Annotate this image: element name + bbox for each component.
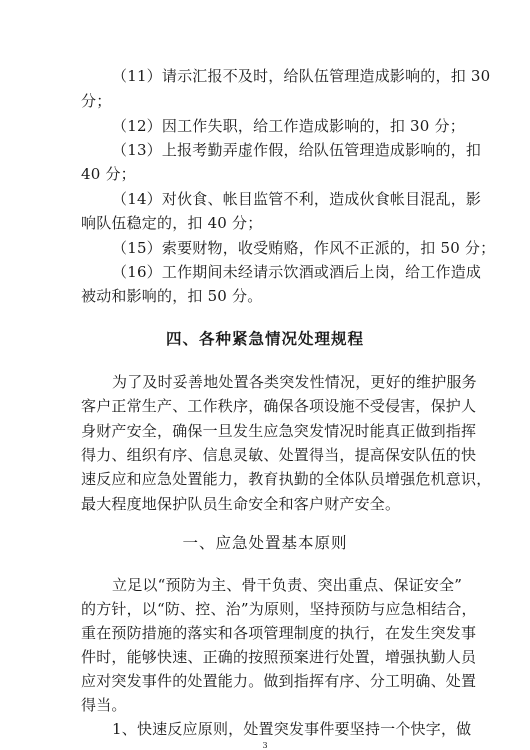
- paragraph2-line-6: 得当。: [81, 696, 127, 714]
- paragraph2-line-5: 应对突发事件的处置能力。做到指挥有序、分工明确、处置: [81, 672, 477, 690]
- item-16-line-1: （16）工作期间未经请示饮酒或酒后上岗，给工作造成: [112, 263, 482, 281]
- paragraph2-line-1: 立足以“预防为主、骨干负责、突出重点、保证安全”: [112, 576, 463, 594]
- paragraph2-line-4: 件时，能够快速、正确的按照预案进行处置，增强执勤人员: [81, 648, 477, 666]
- paragraph1-line-3: 身财产安全，确保一旦发生应急突发情况时能真正做到指挥: [81, 422, 477, 440]
- item-11-line-2: 分；: [81, 92, 112, 110]
- item-14-line-2: 响队伍稳定的，扣 40 分；: [81, 214, 263, 232]
- paragraph1-line-5: 速反应和应急处置能力，教育执勤的全体队员增强危机意识，: [81, 470, 492, 488]
- page-number: 3: [262, 741, 268, 750]
- item-15-line-1: （15）索要财物，收受贿赂，作风不正派的，扣 50 分；: [112, 239, 496, 257]
- item-11-line-1: （11）请示汇报不及时，给队伍管理造成影响的，扣 30: [112, 67, 491, 85]
- item-13-line-2: 40 分；: [81, 165, 136, 183]
- paragraph2-line-3: 重在预防措施的落实和各项管理制度的执行，在发生突发事: [81, 624, 477, 642]
- paragraph2-line-2: 的方针，以“防、控、治”为原则，坚持预防与应急相结合，: [81, 600, 477, 618]
- item-12-line-1: （12）因工作失职，给工作造成影响的，扣 30 分；: [112, 117, 465, 135]
- paragraph1-line-1: 为了及时妥善地处置各类突发性情况，更好的维护服务: [112, 373, 477, 391]
- item-16-line-2: 被动和影响的，扣 50 分。: [81, 287, 263, 305]
- item-14-line-1: （14）对伙食、帐目监管不利，造成伙食帐目混乱，影: [112, 190, 482, 208]
- paragraph1-line-2: 客户正常生产、工作秩序，确保各项设施不受侵害，保护人: [81, 397, 477, 415]
- paragraph1-line-4: 得力、组织有序、信息灵敏、处置得当，提高保安队伍的快: [81, 446, 477, 464]
- item-13-line-1: （13）上报考勤弄虚作假，给队伍管理造成影响的，扣: [112, 141, 482, 159]
- sub-heading: 一、应急处置基本原则: [182, 534, 348, 552]
- section-heading: 四、各种紧急情况处理规程: [165, 329, 364, 348]
- paragraph2-line-7: 1、快速反应原则，处置突发事件要坚持一个快字，做: [112, 720, 472, 738]
- paragraph1-line-6: 最大程度地保护队员生命安全和客户财产安全。: [81, 495, 401, 513]
